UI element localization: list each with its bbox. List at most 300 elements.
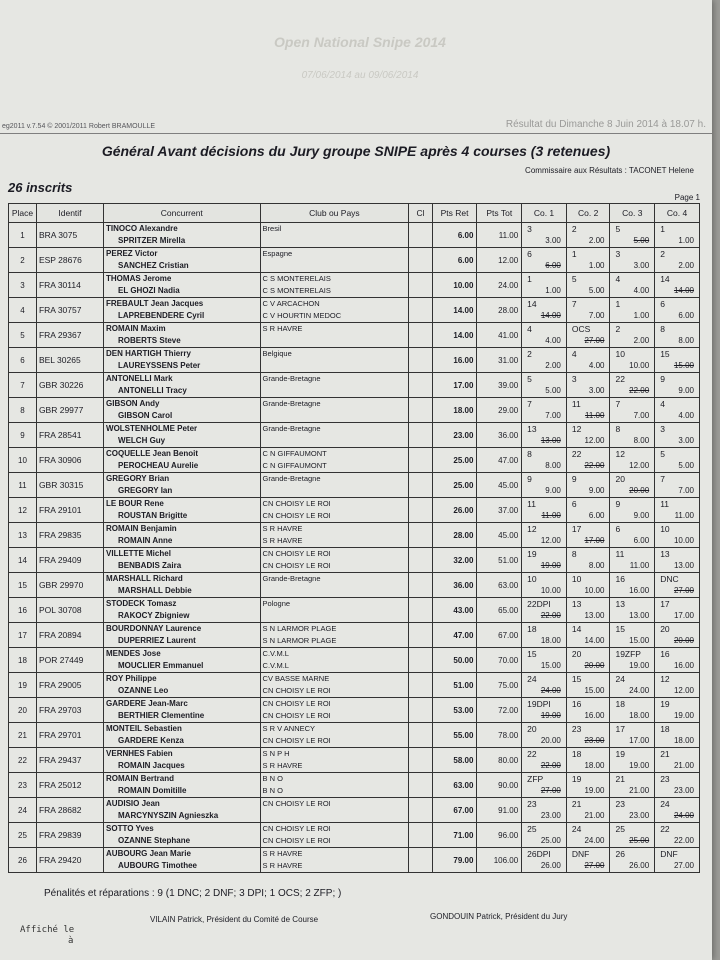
race-4-cell [655,523,700,548]
place-cell: 10 [9,448,37,473]
race-rank: 14 [571,624,582,634]
points-retained-cell: 16.00 [432,348,477,373]
posted-time-label: à [68,936,74,946]
crew-name: MARSHALL Debbie [118,586,192,595]
race-3-cell [610,323,655,348]
place-cell: 23 [9,773,37,798]
points-retained-cell: 63.00 [432,773,477,798]
points-total-cell: 80.00 [477,748,522,773]
race-4-cell [655,473,700,498]
table-row [9,423,700,448]
class-cell [409,673,432,698]
race-1-cell [522,823,567,848]
place-cell: 15 [9,573,37,598]
table-row [9,748,700,773]
place-cell: 9 [9,423,37,448]
points-total-cell: 39.00 [477,373,522,398]
crew-cell [104,273,261,298]
race-score: 12.00 [540,536,561,545]
sail-number-cell: FRA 29367 [36,323,103,348]
race-rank: 24 [571,824,582,834]
race-3-cell [610,673,655,698]
helm-name: ROMAIN Maxim [106,324,166,333]
race-rank: 1 [615,299,621,309]
race-4-cell [655,798,700,823]
race-score: 9.00 [588,486,605,495]
table-row [9,648,700,673]
points-total-cell: 29.00 [477,398,522,423]
class-cell [409,773,432,798]
place-cell: 16 [9,598,37,623]
race-score: 7.00 [633,411,650,420]
helm-name: ANTONELLI Mark [106,374,173,383]
race-score: 27.00 [540,786,561,795]
race-2-cell [566,273,610,298]
race-rank: 20 [527,724,537,734]
race-score: 20.00 [673,636,694,645]
table-header-row [9,204,700,223]
race-2-cell [566,523,610,548]
race-score: 9.00 [545,486,561,495]
crew-name: GREGORY Ian [118,486,173,495]
crew-cell [104,848,261,873]
club-helm: S N P H [262,749,290,758]
club-helm: Grande-Bretagne [262,399,321,408]
club-cell [260,773,409,798]
race-2-cell [566,673,610,698]
helm-name: GIBSON Andy [106,399,160,408]
table-row [9,548,700,573]
race-score: 22.00 [629,386,650,395]
race-4-cell [655,323,700,348]
helm-name: ROMAIN Benjamin [106,524,177,533]
race-4-cell [655,273,700,298]
club-crew: S R HAVRE [262,861,303,870]
race-1-cell [522,248,567,273]
club-helm: S R HAVRE [262,849,303,858]
race-3-cell [610,648,655,673]
table-row [9,723,700,748]
club-helm: C V ARCACHON [262,299,320,308]
race-2-cell [566,823,610,848]
race-2-cell [566,223,610,248]
race-score: 6.00 [588,511,605,520]
place-cell: 18 [9,648,37,673]
race-rank: 9 [660,374,665,384]
race-3-cell [610,798,655,823]
race-rank: 26 [615,849,625,859]
class-cell [409,348,432,373]
race-2-cell [566,548,610,573]
helm-name: MARSHALL Richard [106,574,183,583]
race-rank: 7 [571,299,577,309]
crew-name: GARDERE Kenza [118,736,184,745]
race-score: 18.00 [629,711,650,720]
sail-number-cell: GBR 30226 [36,373,103,398]
crew-name: RAKOCY Zbigniew [118,611,190,620]
race-rank: 20 [660,624,670,634]
race-score: 7.00 [545,411,561,420]
race-rank: 22 [527,749,537,759]
race-score: 27.00 [584,861,605,870]
race-3-cell [610,448,655,473]
race-score: 5.00 [545,386,561,395]
race-rank: 18 [660,724,670,734]
crew-cell [104,698,261,723]
race-score: 13.00 [584,611,605,620]
table-row [9,623,700,648]
race-rank: 2 [615,324,621,334]
race-4-cell [655,448,700,473]
race-score: 6.00 [633,536,650,545]
race-rank: DNF [660,849,678,859]
race-rank: 21 [615,774,625,784]
race-rank: 8 [660,324,665,334]
race-rank: 12 [527,524,537,534]
col-cl: Cl [409,204,432,223]
race-rank: 25 [527,824,537,834]
club-cell [260,823,409,848]
class-cell [409,623,432,648]
penalties-summary: Pénalités et réparations : 9 (1 DNC; 2 DNF; 3 DPI; 1 OCS; 2 ZFP; ) [44,888,342,899]
crew-cell [104,548,261,573]
race-score: 17.00 [584,536,605,545]
race-rank: 3 [527,224,532,234]
race-score: 26.00 [540,861,561,870]
race-rank: 19 [571,774,582,784]
race-3-cell [610,623,655,648]
points-retained-cell: 25.00 [432,473,477,498]
race-2-cell [566,348,610,373]
race-2-cell [566,848,610,873]
club-helm: CN CHOISY LE ROI [262,499,331,508]
race-score: 22.00 [540,761,561,770]
club-helm: C N GIFFAUMONT [262,449,327,458]
club-helm: S R V ANNECY [262,724,316,733]
race-2-cell [566,298,610,323]
points-total-cell: 28.00 [477,298,522,323]
class-cell [409,523,432,548]
club-helm: C S MONTERELAIS [262,274,331,283]
race-2-cell [566,648,610,673]
sail-number-cell: FRA 29703 [36,698,103,723]
race-rank: 6 [660,299,665,309]
col-pts-tot: Pts Tot [477,204,522,223]
crew-cell [104,423,261,448]
race-score: 24.00 [629,686,650,695]
race-rank: 12 [615,449,625,459]
crew-cell [104,673,261,698]
club-crew [263,585,409,597]
race-rank: 15 [571,674,582,684]
race-4-cell [655,648,700,673]
race-rank: 7 [527,399,532,409]
helm-name: VERNHES Fabien [106,749,173,758]
club-crew: C V HOURTIN MEDOC [262,311,342,320]
points-retained-cell: 6.00 [432,223,477,248]
sail-number-cell: FRA 25012 [36,773,103,798]
sail-number-cell: GBR 30315 [36,473,103,498]
race-score: 15.00 [629,636,650,645]
race-rank: 7 [660,474,665,484]
club-crew: CN CHOISY LE ROI [262,836,331,845]
race-3-cell [610,523,655,548]
race-score: 3.00 [588,386,605,395]
club-crew [263,435,409,447]
race-score: 5.00 [678,461,694,470]
race-rank: 2 [660,249,665,259]
race-rank: DNC [660,574,679,584]
crew-name: MOUCLIER Emmanuel [118,661,204,670]
place-cell: 8 [9,398,37,423]
race-3-cell [610,398,655,423]
race-score: 6.00 [678,311,694,320]
race-4-cell [655,623,700,648]
crew-name: AUBOURG Timothee [118,861,197,870]
race-3-cell [610,223,655,248]
club-cell [260,298,409,323]
race-1-cell [522,398,567,423]
race-4-cell [655,298,700,323]
helm-name: AUBOURG Jean Marie [106,849,191,858]
crew-name: OZANNE Stephane [118,836,191,845]
place-cell: 13 [9,523,37,548]
points-total-cell: 70.00 [477,648,522,673]
race-score: 20.00 [584,661,605,670]
club-helm: Pologne [262,599,291,608]
points-retained-cell: 50.00 [432,648,477,673]
race-4-cell [655,573,700,598]
class-cell [409,223,432,248]
crew-cell [104,798,261,823]
club-cell [260,623,409,648]
crew-cell [104,398,261,423]
race-1-cell [522,623,567,648]
col-identif: Identif [36,204,103,223]
race-1-cell [522,298,567,323]
race-rank: 20 [571,649,582,659]
points-retained-cell: 53.00 [432,698,477,723]
race-4-cell [655,498,700,523]
race-2-cell [566,473,610,498]
helm-name: PEREZ Victor [106,249,158,258]
race-score: 5.00 [588,286,605,295]
col-pts-ret: Pts Ret [432,204,477,223]
place-cell: 11 [9,473,37,498]
race-rank: 24 [527,674,537,684]
race-score: 15.00 [673,361,694,370]
sail-number-cell: FRA 29101 [36,498,103,523]
place-cell: 12 [9,498,37,523]
race-1-cell [522,698,567,723]
race-score: 2.00 [633,336,650,345]
race-3-cell [610,423,655,448]
club-crew [263,335,409,347]
helm-name: COQUELLE Jean Benoit [106,449,199,458]
race-score: 27.00 [673,861,694,870]
race-score: 11.00 [585,411,605,420]
club-crew: C S MONTERELAIS [262,286,331,295]
crew-name: BENBADIS Zaira [118,561,182,570]
class-cell [409,248,432,273]
place-cell: 3 [9,273,37,298]
race-score: 11.00 [674,511,694,520]
race-rank: 3 [660,424,665,434]
points-retained-cell: 18.00 [432,398,477,423]
race-rank: 14 [527,299,537,309]
race-1-cell [522,648,567,673]
helm-name: STODECK Tomasz [106,599,177,608]
race-4-cell [655,548,700,573]
race-1-cell [522,723,567,748]
class-cell [409,273,432,298]
club-cell [260,248,409,273]
race-rank: 22 [571,449,582,459]
race-score: 2.00 [545,361,561,370]
crew-cell [104,773,261,798]
class-cell [409,323,432,348]
race-score: 4.00 [678,411,694,420]
race-4-cell [655,848,700,873]
race-2-cell [566,773,610,798]
race-rank: 9 [571,474,577,484]
club-cell [260,698,409,723]
race-rank: 6 [615,524,621,534]
race-score: 6.00 [545,261,561,270]
crew-name: ROBERTS Steve [118,336,181,345]
points-retained-cell: 36.00 [432,573,477,598]
race-2-cell [566,248,610,273]
club-helm: Belgique [262,349,292,358]
race-4-cell [655,398,700,423]
race-score: 24.00 [673,811,694,820]
race-1-cell [522,473,567,498]
sail-number-cell: FRA 29005 [36,673,103,698]
crew-cell [104,823,261,848]
race-rank: 8 [527,449,532,459]
place-cell: 5 [9,323,37,348]
race-rank: 5 [527,374,532,384]
race-score: 17.00 [629,736,650,745]
crew-name: BERTHIER Clementine [118,711,205,720]
divider [0,133,712,134]
points-total-cell: 72.00 [477,698,522,723]
crew-name: GIBSON Carol [118,411,173,420]
race-3-cell [610,373,655,398]
race-rank: 16 [615,574,625,584]
race-3-cell [610,823,655,848]
club-crew [263,610,409,622]
col-place: Place [9,204,37,223]
race-rank: 11 [527,499,536,509]
race-1-cell [522,348,567,373]
sail-number-cell: FRA 28682 [36,798,103,823]
points-total-cell: 12.00 [477,248,522,273]
race-score: 9.00 [678,386,694,395]
race-1-cell [522,798,567,823]
race-rank: 8 [571,549,577,559]
points-retained-cell: 26.00 [432,498,477,523]
race-rank: 5 [615,224,621,234]
points-retained-cell: 17.00 [432,373,477,398]
race-score: 1.00 [545,286,561,295]
points-retained-cell: 51.00 [432,673,477,698]
race-1-cell [522,773,567,798]
race-score: 23.00 [540,811,561,820]
entries-count: 26 inscrits [8,180,73,195]
class-cell [409,648,432,673]
table-row [9,698,700,723]
crew-name: ROMAIN Jacques [118,761,185,770]
race-rank: 10 [615,349,625,359]
race-score: 20.00 [629,486,650,495]
race-rank: 22 [615,374,625,384]
points-total-cell: 45.00 [477,523,522,548]
race-score: 8.00 [545,461,561,470]
race-rank: 10 [571,574,582,584]
club-cell [260,848,409,873]
table-row [9,773,700,798]
crew-name: WELCH Guy [118,436,166,445]
race-score: 10.00 [540,586,561,595]
race-1-cell [522,523,567,548]
race-4-cell [655,823,700,848]
race-score: 23.00 [629,811,650,820]
race-rank: 15 [527,649,537,659]
race-3-cell [610,573,655,598]
table-row [9,323,700,348]
helm-name: AUDISIO Jean [106,799,160,808]
race-rank: 11 [571,399,581,409]
table-row [9,823,700,848]
place-cell: 20 [9,698,37,723]
club-crew: S N LARMOR PLAGE [262,636,337,645]
race-score: 25.00 [540,836,561,845]
race-rank: OCS [571,324,591,334]
club-cell [260,323,409,348]
club-helm: Bresil [262,224,282,233]
race-3-cell [610,498,655,523]
crew-cell [104,623,261,648]
crew-name: ANTONELLI Tracy [118,386,187,395]
table-row [9,473,700,498]
club-crew: CN CHOISY LE ROI [262,511,331,520]
table-row [9,673,700,698]
race-2-cell [566,698,610,723]
club-helm: CN CHOISY LE ROI [262,824,331,833]
race-1-cell [522,848,567,873]
race-score: 25.00 [629,836,650,845]
crew-name: PEROCHEAU Aurelie [118,461,199,470]
race-score: 17.00 [673,611,694,620]
race-rank: 7 [615,399,621,409]
crew-name: LAPREBENDERE Cyril [118,311,205,320]
race-score: 18.00 [673,736,694,745]
crew-name: ROUSTAN Brigitte [118,511,188,520]
race-rank: 19 [615,749,625,759]
race-score: 21.00 [629,786,650,795]
class-cell [409,698,432,723]
crew-cell [104,723,261,748]
race-score: 7.00 [678,486,694,495]
table-row [9,573,700,598]
crew-name: DUPERRIEZ Laurent [118,636,196,645]
race-score: 12.00 [584,436,605,445]
race-rank: 23 [660,774,670,784]
club-cell [260,498,409,523]
table-row [9,448,700,473]
class-cell [409,498,432,523]
